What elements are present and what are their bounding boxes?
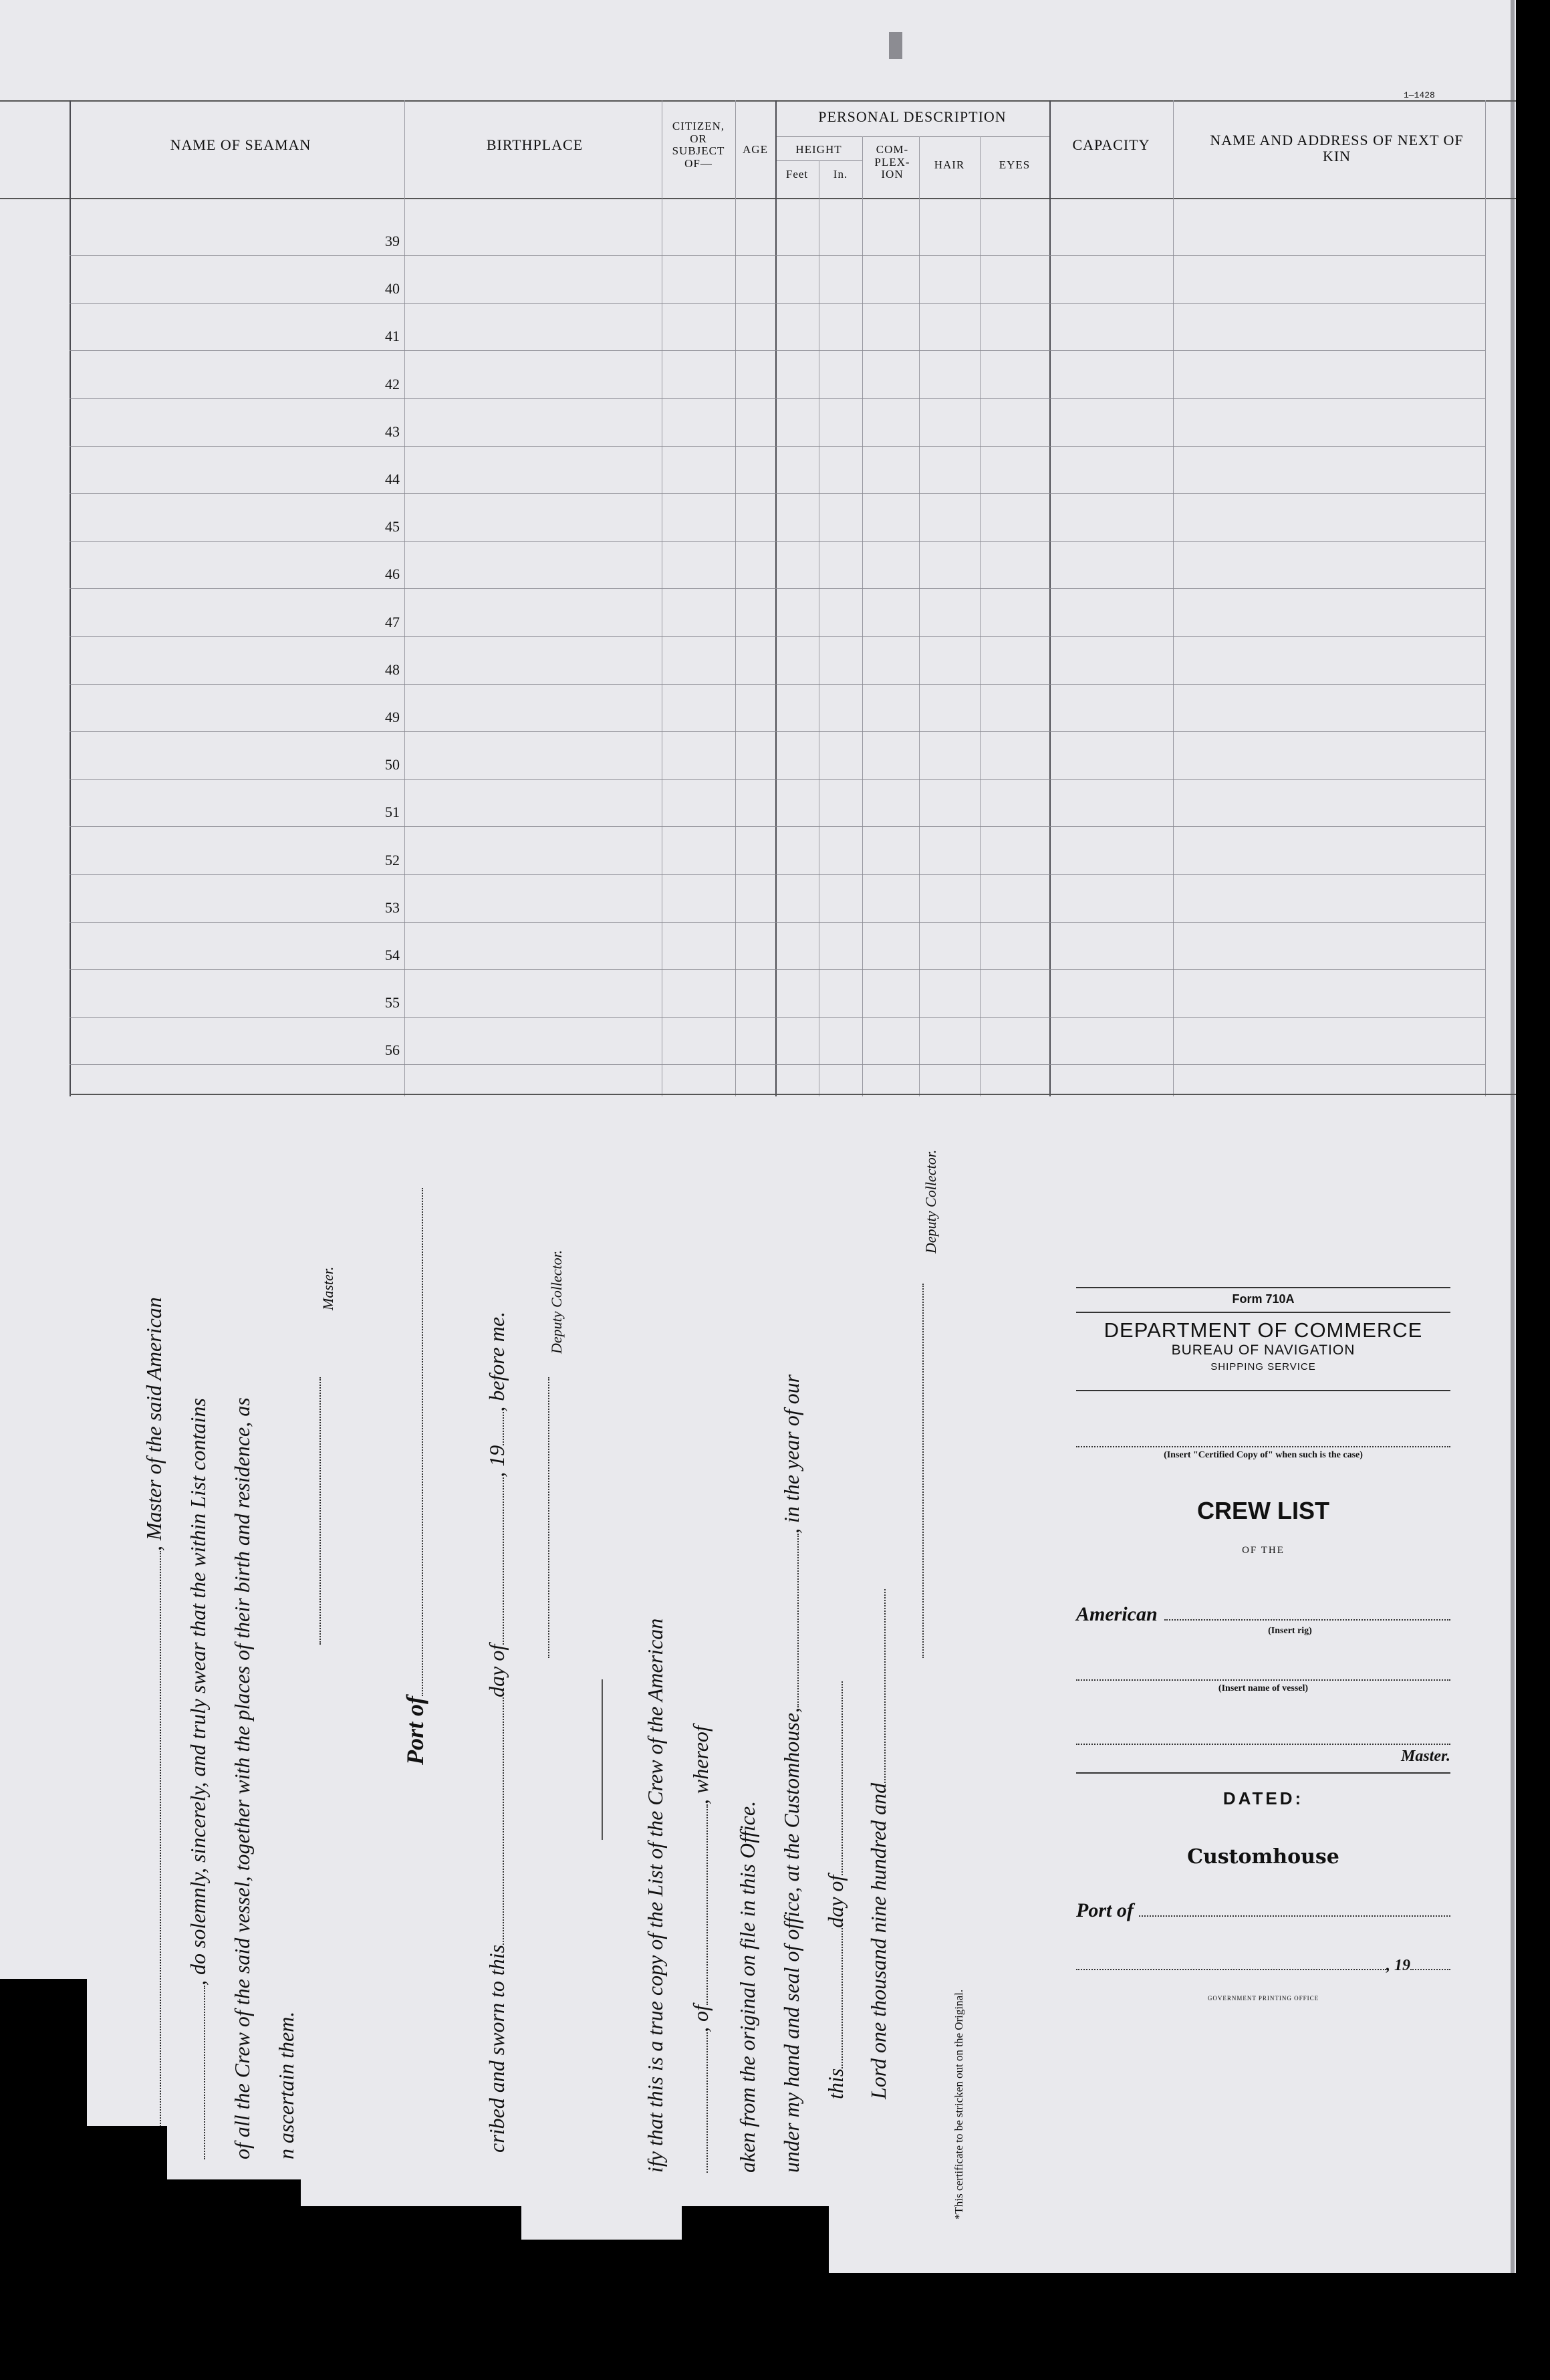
insert-rig-note: (Insert rig) <box>1268 1626 1312 1636</box>
stub-port-of-label: Port of <box>1076 1899 1134 1921</box>
header-feet: Feet <box>785 168 809 181</box>
col-line <box>1485 100 1486 1096</box>
printer-imprint: GOVERNMENT PRINTING OFFICE <box>1207 1995 1319 2002</box>
row-number: 49 <box>385 709 400 725</box>
col-line <box>1049 100 1051 1096</box>
row-number: 43 <box>385 423 400 440</box>
row-number: 55 <box>385 994 400 1012</box>
personal-desc-rule <box>775 136 1049 137</box>
vessel-name-field[interactable] <box>1076 1679 1450 1681</box>
master-label: Master. <box>319 1266 336 1310</box>
stub-rule <box>1076 1312 1450 1313</box>
sworn-line: cribed and sworn to thisday of, 19, before me. <box>485 1311 509 2153</box>
crew-list-stub <box>1076 1287 1450 2002</box>
master-name-blank-2[interactable] <box>204 1986 205 2159</box>
of-the-label: OF THE <box>1242 1545 1285 1556</box>
cert-year-blank[interactable] <box>884 1589 886 1783</box>
cert-day-blank[interactable] <box>842 1928 843 2068</box>
department-title: DEPARTMENT OF COMMERCE <box>1104 1318 1423 1342</box>
stub-port-field[interactable] <box>1139 1915 1450 1917</box>
bureau-title: BUREAU OF NAVIGATION <box>1171 1342 1355 1358</box>
torn-edge <box>301 2206 521 2380</box>
row-number: 39 <box>385 233 400 249</box>
table-bottom-rule <box>70 1094 1516 1095</box>
cert-line-5: thisday of <box>823 1681 848 2099</box>
cert-line-3: aken from the original on file in this Office. <box>735 1800 759 2173</box>
header-name-of-seaman: NAME OF SEAMAN <box>170 136 311 153</box>
header-citizen: CITIZEN, OR SUBJECT OF— <box>672 120 725 170</box>
torn-edge <box>682 2206 829 2380</box>
table-row <box>70 684 1485 685</box>
row-number: 56 <box>385 1042 400 1059</box>
header-height: HEIGHT <box>795 143 842 156</box>
row-number: 53 <box>385 899 400 916</box>
row-number: 50 <box>385 756 400 774</box>
table-row <box>70 398 1485 399</box>
oath-line-4: n ascertain them. <box>274 2011 298 2159</box>
deputy-collector-label-2: Deputy Collector. <box>922 1149 939 1254</box>
dated-label: DATED: <box>1222 1788 1304 1808</box>
header-next-of-kin: NAME AND ADDRESS OF NEXT OF KIN <box>1210 132 1464 165</box>
row-number: 40 <box>385 280 400 298</box>
row-number: 44 <box>385 471 400 487</box>
american-label: American <box>1076 1603 1158 1625</box>
row-number: 54 <box>385 947 400 963</box>
form-number: 1—1428 <box>1404 90 1435 100</box>
header-personal-description: PERSONAL DESCRIPTION <box>818 108 1007 125</box>
header-capacity: CAPACITY <box>1072 136 1150 153</box>
row-number: 42 <box>385 375 400 392</box>
oath-line-2: , do solemnly, sincerely, and truly swear that the within List contains <box>186 1398 211 2159</box>
table-row <box>70 1064 1485 1065</box>
torn-edge <box>521 2240 682 2380</box>
stub-rule-3 <box>1076 1772 1450 1774</box>
stub-rule-2 <box>1076 1390 1450 1391</box>
crew-table <box>0 0 1516 1096</box>
table-row <box>70 446 1485 447</box>
header-inches: In. <box>833 168 848 181</box>
table-top-rule <box>0 100 1516 102</box>
table-row <box>70 731 1485 732</box>
row-number: 46 <box>385 566 400 583</box>
table-row <box>70 255 1485 256</box>
port-blank[interactable] <box>422 1188 423 1696</box>
row-number: 47 <box>385 613 400 630</box>
table-row <box>70 969 1485 970</box>
cert-vessel-blank[interactable] <box>706 2032 708 2173</box>
torn-edge <box>167 2179 301 2380</box>
table-row <box>70 922 1485 923</box>
table-row <box>70 493 1485 494</box>
table-row <box>70 826 1485 827</box>
oath-line-1: , Master of the said American <box>142 1297 166 2153</box>
table-row <box>70 541 1485 542</box>
service-title: SHIPPING SERVICE <box>1210 1361 1316 1373</box>
master-label-stub: Master. <box>1400 1748 1450 1765</box>
table-row <box>70 303 1485 304</box>
cert-line-1: ify that this is a true copy of the List of the Crew of the American <box>643 1618 667 2173</box>
col-line <box>775 100 777 1096</box>
col-line <box>404 100 405 1096</box>
deputy-signature-line-1[interactable] <box>548 1377 549 1658</box>
row-number: 52 <box>385 851 400 868</box>
table-row <box>70 636 1485 637</box>
certified-copy-field[interactable] <box>1076 1446 1450 1447</box>
sworn-year-blank[interactable] <box>503 1412 504 1445</box>
sworn-month-blank[interactable] <box>503 1477 504 1645</box>
insert-name-note: (Insert name of vessel) <box>1218 1683 1309 1693</box>
header-birthplace: BIRTHPLACE <box>486 136 584 153</box>
certified-copy-note: (Insert "Certified Copy of" when such is the case) <box>1164 1450 1363 1460</box>
oath-line-3: of all the Crew of the said vessel, together with the places of their birth and residence, as <box>230 1397 254 2159</box>
row-number: 48 <box>385 661 400 678</box>
torn-edge <box>87 2126 167 2380</box>
cert-line-4: under my hand and seal of office, at the Customhouse,, in the year of our <box>779 1374 803 2173</box>
port-of-row <box>1076 1899 1450 1922</box>
torn-edge <box>829 2273 1516 2380</box>
col-line <box>919 136 920 1096</box>
master-name-field[interactable] <box>1076 1744 1450 1745</box>
torn-edge <box>0 1979 87 2380</box>
table-row <box>70 350 1485 351</box>
header-age: AGE <box>743 143 768 156</box>
certificate-footnote: *This certificate to be stricken out on the Original. <box>952 1989 965 2220</box>
table-row <box>70 588 1485 589</box>
date-row <box>1076 1957 1450 1975</box>
col-line <box>980 136 981 1096</box>
col-line <box>862 136 863 1096</box>
cert-line-6: Lord one thousand nine hundred and <box>866 1589 891 2099</box>
form-label: Form 710A <box>1232 1292 1295 1306</box>
col-line <box>735 100 736 1096</box>
cert-customhouse-blank[interactable] <box>797 1534 799 1707</box>
separator-rule <box>602 1679 603 1840</box>
cert-month-blank[interactable] <box>842 1681 843 1875</box>
header-hair: HAIR <box>934 158 965 171</box>
table-row <box>70 779 1485 780</box>
table-row <box>70 1017 1485 1018</box>
crew-list-title: CREW LIST <box>1197 1497 1329 1524</box>
col-line <box>1173 100 1174 1096</box>
deputy-signature-line-2[interactable] <box>922 1284 924 1658</box>
col-line <box>70 100 71 1096</box>
port-of-label: Port of <box>401 1188 429 1765</box>
row-number: 45 <box>385 518 400 536</box>
deputy-collector-label-1: Deputy Collector. <box>548 1250 565 1354</box>
row-number: 41 <box>385 328 400 345</box>
sworn-day-blank[interactable] <box>503 1697 504 1945</box>
stub-year-field[interactable] <box>1410 1969 1450 1970</box>
table-row <box>70 874 1485 875</box>
header-complexion: COM- PLEX- ION <box>874 143 910 181</box>
american-rig-row <box>1076 1603 1450 1626</box>
cert-port-blank[interactable] <box>706 1804 708 2005</box>
stub-year-label: , 19 <box>1386 1957 1410 1974</box>
row-number: 51 <box>385 804 400 821</box>
rig-field[interactable] <box>1164 1619 1450 1621</box>
customhouse-label: Customhouse <box>1187 1845 1339 1869</box>
header-bottom-rule <box>0 198 1516 199</box>
master-signature-line[interactable] <box>319 1377 321 1645</box>
header-eyes: EYES <box>999 158 1031 171</box>
master-name-blank[interactable] <box>160 1551 161 2153</box>
stub-top-rule <box>1076 1287 1450 1288</box>
cert-line-2: , of, whereof <box>688 1726 713 2173</box>
stub-date-field[interactable] <box>1076 1969 1386 1970</box>
